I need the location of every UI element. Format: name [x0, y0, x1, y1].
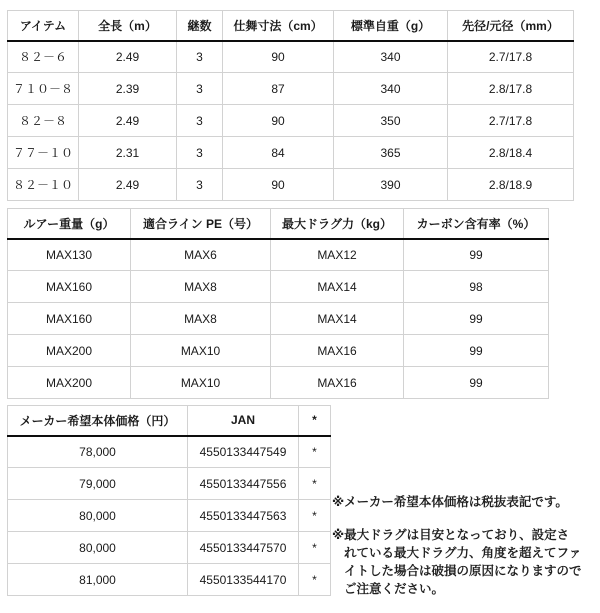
table-cell: 2.8/17.8 — [448, 73, 574, 105]
rod-spec-table — [7, 10, 574, 201]
table-cell: 340 — [334, 41, 448, 73]
table-cell: 2.31 — [79, 137, 177, 169]
table-cell: 4550133447556 — [188, 468, 299, 500]
column-header: ルアー重量（g） — [8, 209, 131, 239]
table-row — [8, 137, 574, 169]
table-row — [8, 169, 574, 201]
table-cell: 3 — [177, 73, 223, 105]
table-cell: 3 — [177, 41, 223, 73]
table-cell: MAX16 — [271, 367, 404, 399]
table-row — [8, 239, 549, 271]
table-cell: 2.49 — [79, 41, 177, 73]
table-cell: MAX200 — [8, 367, 131, 399]
table-cell: 4550133447570 — [188, 532, 299, 564]
table-cell: MAX160 — [8, 303, 131, 335]
table-cell: 78,000 — [8, 436, 188, 468]
footnote-line: ※メーカー希望本体価格は税抜表記です。 — [332, 495, 568, 509]
column-header: * — [299, 406, 331, 436]
column-header: アイテム — [8, 11, 79, 41]
table-cell: * — [299, 564, 331, 596]
table-cell: 79,000 — [8, 468, 188, 500]
table-row — [8, 303, 549, 335]
table-row — [8, 500, 331, 532]
table-cell: 4550133544170 — [188, 564, 299, 596]
table-cell: MAX10 — [131, 367, 271, 399]
table-cell: 99 — [404, 239, 549, 271]
footnote-max-drag — [332, 526, 598, 598]
table-cell: 80,000 — [8, 532, 188, 564]
table-cell: * — [299, 468, 331, 500]
table-cell: 80,000 — [8, 500, 188, 532]
table-cell: MAX14 — [271, 271, 404, 303]
table-cell: MAX12 — [271, 239, 404, 271]
table-cell: 3 — [177, 105, 223, 137]
footnote-price-tax — [332, 493, 598, 511]
table-cell: 98 — [404, 271, 549, 303]
column-header: 適合ライン PE（号） — [131, 209, 271, 239]
table-cell: ７１０－８ — [8, 73, 79, 105]
table-row — [8, 564, 331, 596]
header-row — [8, 11, 574, 41]
price-jan-table — [7, 405, 331, 596]
column-header: 標準自重（g） — [334, 11, 448, 41]
footnote-line: ※最大ドラグは目安となっており、設定さ — [332, 528, 570, 542]
column-header: カーボン含有率（%） — [404, 209, 549, 239]
table-cell: 4550133447549 — [188, 436, 299, 468]
table-cell: MAX200 — [8, 335, 131, 367]
table-cell: 2.49 — [79, 169, 177, 201]
table-cell: MAX16 — [271, 335, 404, 367]
table-cell: MAX160 — [8, 271, 131, 303]
table-cell: 90 — [223, 41, 334, 73]
table-row — [8, 105, 574, 137]
column-header: 継数 — [177, 11, 223, 41]
header-row — [8, 406, 331, 436]
table-cell: MAX130 — [8, 239, 131, 271]
footnote-line: れている最大ドラグ力、角度を超えてファ — [344, 546, 582, 560]
table-row — [8, 335, 549, 367]
table-cell: ８２－６ — [8, 41, 79, 73]
table-cell: 3 — [177, 137, 223, 169]
table-row — [8, 532, 331, 564]
table-cell: 4550133447563 — [188, 500, 299, 532]
table-cell: MAX10 — [131, 335, 271, 367]
table-cell: MAX6 — [131, 239, 271, 271]
table-cell: 350 — [334, 105, 448, 137]
table-cell: 2.7/17.8 — [448, 41, 574, 73]
table-cell: * — [299, 500, 331, 532]
table-cell: * — [299, 532, 331, 564]
table-row — [8, 436, 331, 468]
column-header: メーカー希望本体価格（円） — [8, 406, 188, 436]
table-cell: MAX14 — [271, 303, 404, 335]
table-cell: 2.49 — [79, 105, 177, 137]
table-cell: 84 — [223, 137, 334, 169]
table-cell: 99 — [404, 335, 549, 367]
table-cell: MAX8 — [131, 271, 271, 303]
header-row — [8, 209, 549, 239]
table-cell: 365 — [334, 137, 448, 169]
column-header: JAN — [188, 406, 299, 436]
footnote-line: ご注意ください。 — [344, 582, 445, 596]
table-cell: 390 — [334, 169, 448, 201]
table-cell: 3 — [177, 169, 223, 201]
table-cell: * — [299, 436, 331, 468]
table-row — [8, 271, 549, 303]
table-cell: ８２－８ — [8, 105, 79, 137]
table-cell: MAX8 — [131, 303, 271, 335]
table-cell: 87 — [223, 73, 334, 105]
table-cell: 2.7/17.8 — [448, 105, 574, 137]
table-row — [8, 41, 574, 73]
table-cell: 90 — [223, 169, 334, 201]
table-cell: 340 — [334, 73, 448, 105]
footnote-line: イトした場合は破損の原因になりますので — [344, 564, 582, 578]
table-cell: 90 — [223, 105, 334, 137]
column-header: 最大ドラグ力（kg） — [271, 209, 404, 239]
table-cell: 81,000 — [8, 564, 188, 596]
table-row — [8, 367, 549, 399]
table-cell: 2.8/18.9 — [448, 169, 574, 201]
table-cell: 99 — [404, 367, 549, 399]
column-header: 仕舞寸法（cm） — [223, 11, 334, 41]
table-cell: ７７－１０ — [8, 137, 79, 169]
footnotes — [332, 493, 598, 613]
column-header: 全長（m） — [79, 11, 177, 41]
column-header: 先径/元径（mm） — [448, 11, 574, 41]
table-cell: 2.8/18.4 — [448, 137, 574, 169]
lure-line-drag-table — [7, 208, 549, 399]
table-cell: 2.39 — [79, 73, 177, 105]
table-cell: 99 — [404, 303, 549, 335]
table-row — [8, 73, 574, 105]
table-cell: ８２－１０ — [8, 169, 79, 201]
table-row — [8, 468, 331, 500]
